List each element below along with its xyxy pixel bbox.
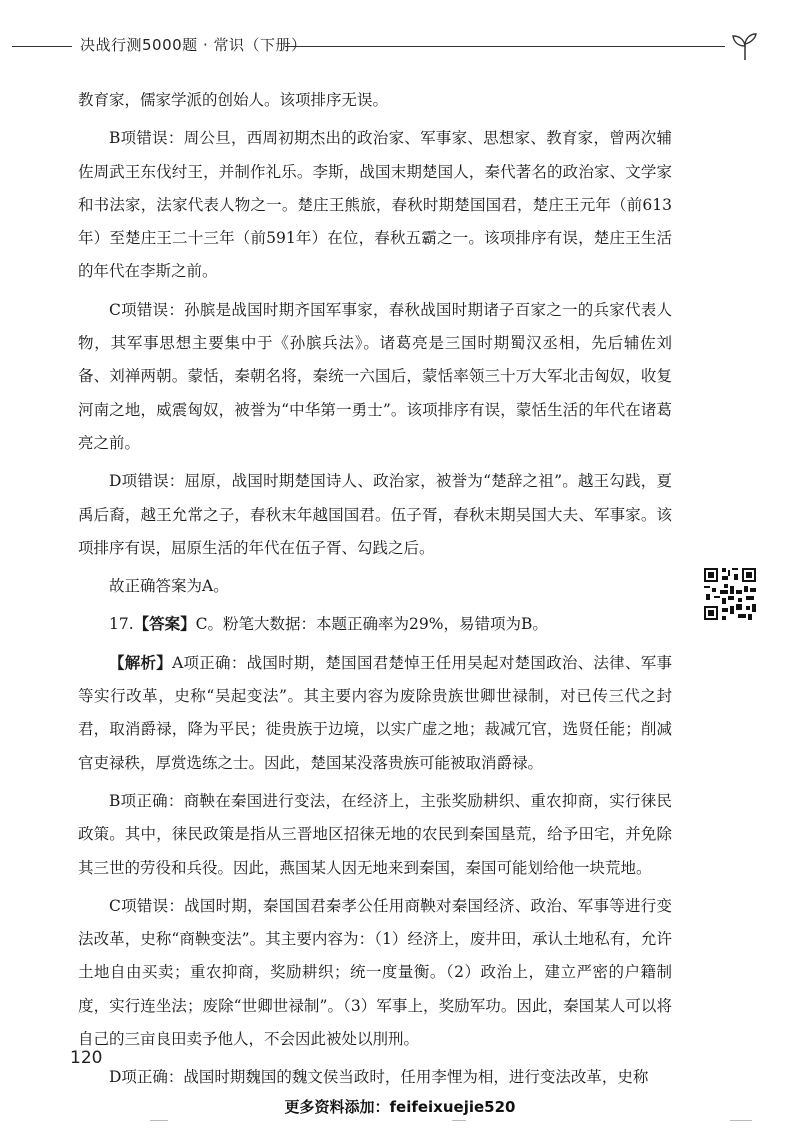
header-rule-left bbox=[12, 46, 72, 47]
answer-paragraph bbox=[78, 608, 672, 641]
analysis-label: 【解析】 bbox=[109, 653, 173, 672]
sprout-leaf-icon bbox=[728, 30, 762, 64]
scan-speck bbox=[452, 1120, 466, 1121]
paragraph-9 bbox=[78, 1061, 672, 1094]
paragraph-text: A项正确：战国时期，楚国国君楚悼王任用吴起对楚国政治、法律、军事等实行改革，史称“吴起变法”。其主要内容为废除贵族世卿世禄制，对已传三代之封君，取消爵禄，降为平民；徙贵族于边境，以实广虚之地；裁减冗官，选贤任能；削减官吏禄秩，厚赏选练之士。因此，楚国某没落贵族可能被取消爵禄。 bbox=[78, 653, 672, 772]
paragraph-text: 教育家，儒家学派的创始人。该项排序无误。 bbox=[78, 91, 389, 109]
header-rule-right bbox=[285, 46, 725, 47]
paragraph-text: D项正确：战国时期魏国的魏文侯当政时，任用李悝为相，进行变法改革，史称 bbox=[109, 1068, 649, 1087]
question-number: 17. bbox=[109, 615, 134, 634]
running-header bbox=[0, 30, 800, 64]
qr-code-icon[interactable] bbox=[702, 566, 758, 622]
paragraph-text: B项正确：商鞅在秦国进行变法，在经济上，主张奖励耕织、重农抑商，实行徕民政策。其中，徕民政策是指从三晋地区招徕无地的农民到秦国垦荒，给予田宅，并免除其三世的劳役和兵役。因此，燕国某人因无地来到秦国，秦国可能划给他一块荒地。 bbox=[78, 791, 672, 877]
paragraph-2 bbox=[78, 294, 672, 460]
answer-label: 【答案】 bbox=[133, 615, 196, 634]
scan-speck bbox=[730, 1120, 752, 1121]
paragraph-text: D项错误：屈原，战国时期楚国诗人、政治家，被誉为“楚辞之祖”。越王勾践，夏禹后裔，越王允常之子，春秋末年越国国君。伍子胥，春秋末期吴国大夫、军事家。该项排序有误，屈原生活的年代在伍子胥、勾践之后。 bbox=[78, 472, 672, 557]
paragraph-text: C项错误：孙膑是战国时期齐国军事家，春秋战国时期诸子百家之一的兵家代表人物，其军事思想主要集中于《孙膑兵法》。诸葛亮是三国时期蜀汉丞相，先后辅佐刘备、刘禅两朝。蒙恬，秦朝名将，秦统一六国后，蒙恬率领三十万大军北击匈奴，收复河南之地，威震匈奴，被誉为“中华第一勇士”。该项排序有误，蒙恬生活的年代在诸葛亮之前。 bbox=[78, 300, 672, 452]
analysis-paragraph bbox=[78, 647, 672, 780]
body-text bbox=[78, 84, 672, 1100]
paragraph-7 bbox=[78, 785, 672, 885]
book-title: 决战行测5000题 · 常识（下册） bbox=[80, 36, 307, 54]
paragraph-3 bbox=[78, 465, 672, 565]
paragraph-text: C。粉笔大数据：本题正确率为29%，易错项为B。 bbox=[195, 615, 548, 634]
paragraph-1 bbox=[78, 122, 672, 288]
paragraph-text: C项错误：战国时期，秦国国君秦孝公任用商鞅对秦国经济、政治、军事等进行变法改革，史称“商鞅变法”。其主要内容为：（1）经济上，废井田，承认土地私有，允许土地自由买卖；重农抑商，奖励耕织；统一度量衡。（2）政治上，建立严密的户籍制度，实行连坐法；废除“世卿世禄制”。（3）军事上，奖励军功。因此，秦国某人可以将自己的三亩良田卖予他人，不会因此被处以刖刑。 bbox=[78, 896, 672, 1049]
paragraph-text: 故正确答案为A。 bbox=[109, 577, 229, 596]
paragraph-text: B项错误：周公旦，西周初期杰出的政治家、军事家、思想家、教育家，曾两次辅佐周武王东伐纣王，并制作礼乐。李斯，战国末期楚国人，秦代著名的政治家、文学家和书法家，法家代表人物之一。楚庄王熊旅，春秋时期楚国国君，楚庄王元年（前613年）至楚庄王二十三年（前591年）在位，春秋五霸之一。该项排序有误，楚庄王生活的年代在李斯之前。 bbox=[78, 129, 672, 281]
page-number: 120 bbox=[70, 1048, 103, 1068]
paragraph-8 bbox=[78, 890, 672, 1056]
footer-contact-note: 更多资料添加：feifeixuejie520 bbox=[284, 1098, 516, 1116]
paragraph-4 bbox=[78, 570, 672, 603]
paragraph-0 bbox=[78, 84, 672, 117]
scan-speck bbox=[150, 1120, 168, 1121]
